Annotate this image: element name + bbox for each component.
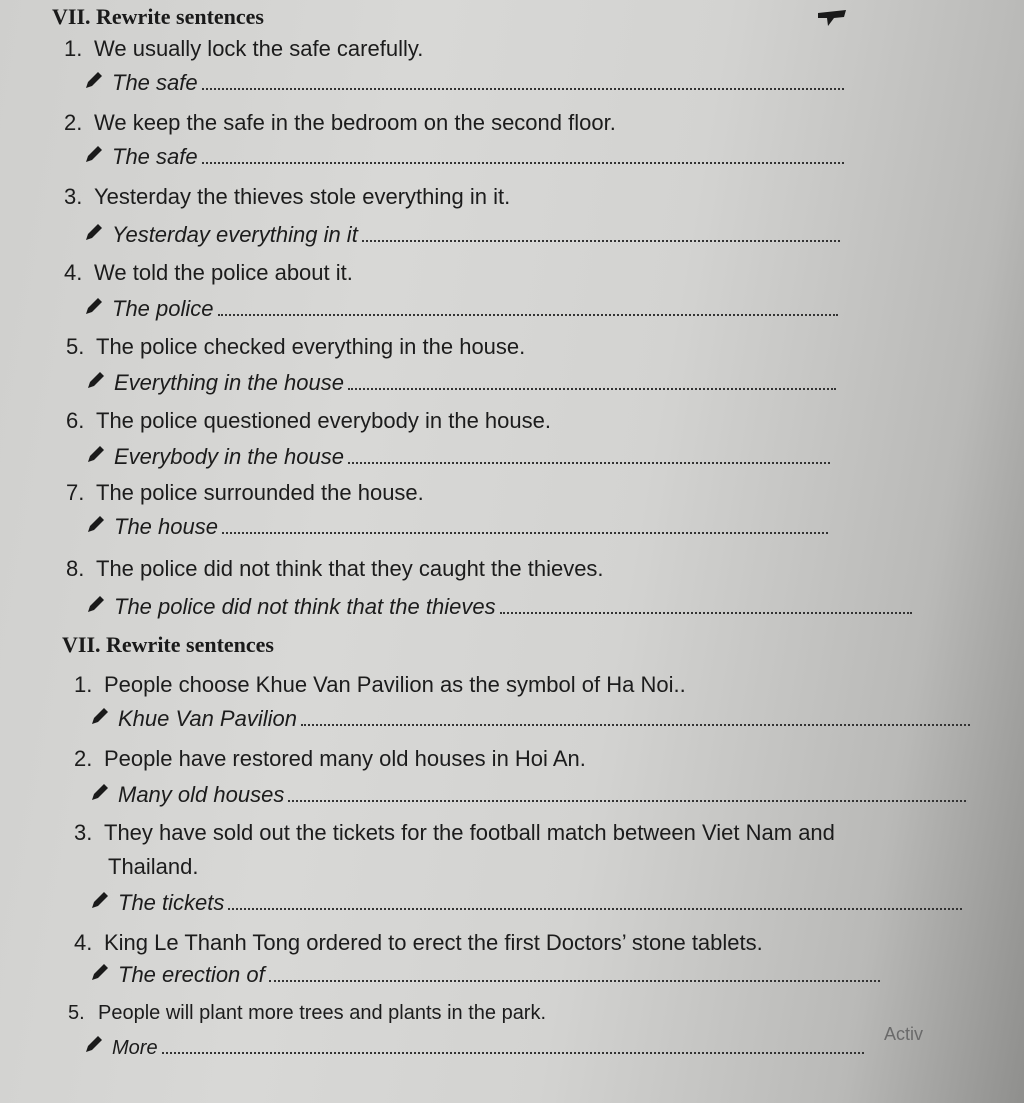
answer-line-13[interactable] [84,1034,864,1060]
watermark: Activ [884,1024,924,1044]
question-6: 6. The police questioned everybody in the house. [66,408,551,433]
answer-line-10[interactable] [90,782,966,808]
question-1: 1. We usually lock the safe carefully. [64,36,424,61]
question-2: 2. We keep the safe in the bedroom on the second floor. [64,110,616,135]
dotted-line [202,158,844,164]
pencil-icon [84,70,106,90]
answer-line-2[interactable] [84,144,844,170]
answer-line-7[interactable] [86,514,828,540]
pencil-icon [84,222,106,242]
question-7: 7. The police surrounded the house. [66,480,424,505]
answer-line-4[interactable] [84,296,838,322]
question-11-continuation: Thailand. [108,854,199,879]
dotted-line [269,976,880,982]
answer-line-5[interactable] [86,370,836,396]
answer-prompt: The house [114,514,218,539]
pencil-icon [86,370,108,390]
section-title: VII. Rewrite sentences [62,632,274,657]
pencil-icon [86,444,108,464]
dotted-line [288,796,966,802]
answer-line-11[interactable] [90,890,962,916]
dotted-line [228,904,962,910]
pencil-icon [86,594,108,614]
question-4: 4. We told the police about it. [64,260,353,285]
answer-prompt: Many old houses [118,782,285,807]
pencil-icon [90,890,112,910]
question-10: 2. People have restored many old houses in Hoi An. [74,746,586,771]
dotted-line [202,84,844,90]
answer-line-12[interactable] [90,962,880,988]
dotted-line [500,608,912,614]
dotted-line [348,458,830,464]
dotted-line [218,310,838,316]
answer-line-3[interactable] [84,222,840,248]
dotted-line [301,720,970,726]
pencil-icon [86,514,108,534]
answer-prompt: The safe [112,70,198,95]
pencil-icon [84,144,106,164]
pencil-icon [90,962,112,982]
question-13: 5. People will plant more trees and plants in the park. [68,1002,547,1024]
answer-prompt: The erection of [118,962,265,987]
question-8: 8. The police did not think that they caught the thieves. [66,556,604,581]
answer-line-8[interactable] [86,594,912,620]
dotted-line [162,1048,864,1054]
answer-line-1[interactable] [84,70,844,96]
pencil-icon [84,296,106,316]
pencil-icon [84,1034,106,1054]
answer-prompt: Khue Van Pavilion [118,706,297,731]
question-11: 3. They have sold out the tickets for the football match between Viet Nam and [74,820,835,845]
dotted-line [362,236,840,242]
answer-line-9[interactable] [90,706,970,732]
answer-prompt: Yesterday everything in it [112,222,358,247]
answer-prompt: The tickets [118,890,225,915]
answer-prompt: Everything in the house [114,370,344,395]
question-9: 1. People choose Khue Van Pavilion as the symbol of Ha Noi.. [74,672,686,697]
answer-prompt: The police [112,296,214,321]
pencil-icon [90,782,112,802]
question-3: 3. Yesterday the thieves stole everything in it. [64,184,511,209]
answer-prompt: More [112,1037,158,1059]
flag-icon [818,10,846,31]
question-5: 5. The police checked everything in the house. [66,334,526,359]
dotted-line [222,528,828,534]
answer-prompt: The police did not think that the thieves [114,594,496,619]
pencil-icon [90,706,112,726]
answer-line-6[interactable] [86,444,830,470]
question-12: 4. King Le Thanh Tong ordered to erect the first Doctors’ stone tablets. [74,930,763,955]
answer-prompt: The safe [112,144,198,169]
dotted-line [348,384,836,390]
answer-prompt: Everybody in the house [114,444,344,469]
section-title: VII. Rewrite sentences [52,4,264,29]
